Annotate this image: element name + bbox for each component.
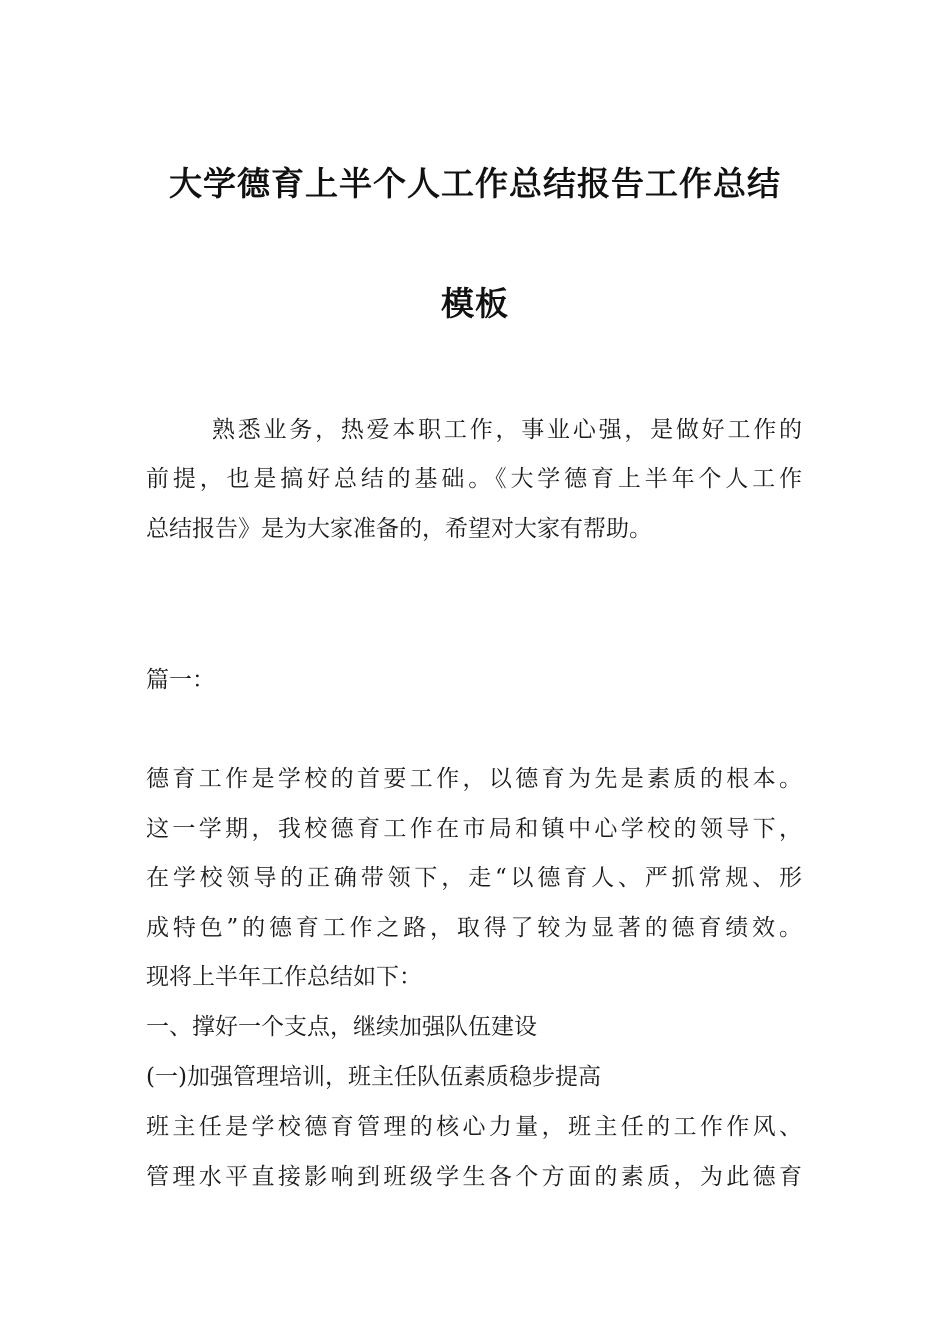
document-title-line-2: 模板: [441, 284, 509, 323]
intro-paragraph-line-1: 熟悉业务，热爱本职工作，事业心强，是做好工作的: [212, 417, 802, 443]
body-line-9: 管理水平直接影响到班级学生各个方面的素质，为此德育: [146, 1164, 802, 1190]
subheading-one: (一)加强管理培训，班主任队伍素质稳步提高: [146, 1064, 601, 1090]
body-line-3: 在学校领导的正确带领下，走“以德育人、严抓常规、形: [146, 865, 802, 891]
heading-one: 一、撑好一个支点，继续加强队伍建设: [146, 1014, 537, 1040]
body-line-5: 现将上半年工作总结如下：: [146, 964, 422, 990]
section-label: 篇一：: [146, 667, 215, 693]
document-title-line-1: 大学德育上半个人工作总结报告工作总结: [169, 164, 781, 203]
body-line-2: 这一学期，我校德育工作在市局和镇中心学校的领导下，: [146, 816, 802, 842]
intro-paragraph-line-3: 总结报告》是为大家准备的，希望对大家有帮助。: [146, 516, 652, 542]
body-line-8: 班主任是学校德育管理的核心力量，班主任的工作作风、: [146, 1114, 802, 1140]
body-line-1: 德育工作是学校的首要工作，以德育为先是素质的根本。: [146, 766, 802, 792]
intro-paragraph-line-2: 前提，也是搞好总结的基础。《大学德育上半年个人工作: [146, 466, 802, 492]
body-line-4: 成特色”的德育工作之路，取得了较为显著的德育绩效。: [146, 915, 802, 941]
